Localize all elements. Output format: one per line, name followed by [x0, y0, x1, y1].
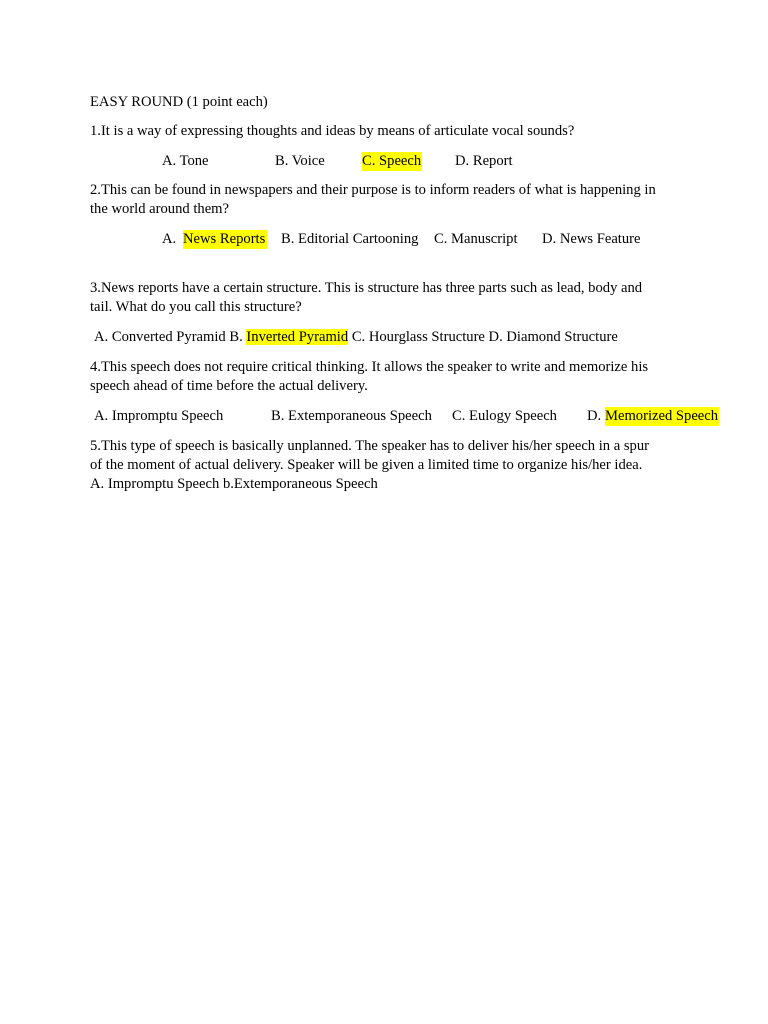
q4-option-a: A. Impromptu Speech: [94, 408, 224, 424]
question-3-text-line-1: 3.News reports have a certain structure. This is structure has three parts such as lead, body and: [90, 280, 643, 296]
question-5-text-line-1: 5.This type of speech is basically unplanned. The speaker has to deliver his/her speech in a spur: [90, 438, 649, 454]
q2-option-c: C. Manuscript: [434, 231, 518, 247]
q4-option-d-letter: D.: [587, 408, 602, 424]
q3-options-line: [94, 328, 618, 347]
q3-option-c-and-d: C. Hourglass Structure D. Diamond Structure: [351, 329, 618, 345]
question-2-text-line-1: 2.This can be found in newspapers and their purpose is to inform readers of what is happening in: [90, 182, 656, 198]
question-1-text: 1.It is a way of expressing thoughts and ideas by means of articulate vocal sounds?: [90, 123, 575, 139]
q5-options-line: A. Impromptu Speech b.Extemporaneous Speech: [90, 476, 378, 492]
question-3-text-line-2: tail. What do you call this structure?: [90, 299, 302, 315]
question-4-text-line-2: speech ahead of time before the actual delivery.: [90, 378, 368, 394]
q4-option-c: C. Eulogy Speech: [452, 408, 557, 424]
q3-option-b-highlighted-answer: Inverted Pyramid: [246, 329, 349, 345]
round-heading: EASY ROUND (1 point each): [90, 94, 268, 110]
q3-option-a-and-b-letter: A. Converted Pyramid B.: [94, 329, 243, 345]
question-4-text-line-1: 4.This speech does not require critical thinking. It allows the speaker to write and memorize his: [90, 359, 649, 375]
question-2-text-line-2: the world around them?: [90, 201, 230, 217]
q2-option-b: B. Editorial Cartooning: [281, 231, 419, 247]
q4-option-b: B. Extemporaneous Speech: [271, 408, 432, 424]
question-5-text-line-2: of the moment of actual delivery. Speaker will be given a limited time to organize his/her idea.: [90, 457, 643, 473]
q1-option-d: D. Report: [455, 153, 513, 169]
q4-option-d-highlighted-answer: Memorized Speech: [605, 408, 719, 424]
q1-option-c-highlighted-answer: C. Speech: [362, 153, 422, 169]
q2-option-a-letter: A.: [162, 231, 177, 247]
q1-option-b: B. Voice: [275, 153, 325, 169]
q2-option-a-highlighted-answer: News Reports: [183, 231, 266, 247]
q1-option-a: A. Tone: [162, 153, 209, 169]
q2-option-d: D. News Feature: [542, 231, 641, 247]
